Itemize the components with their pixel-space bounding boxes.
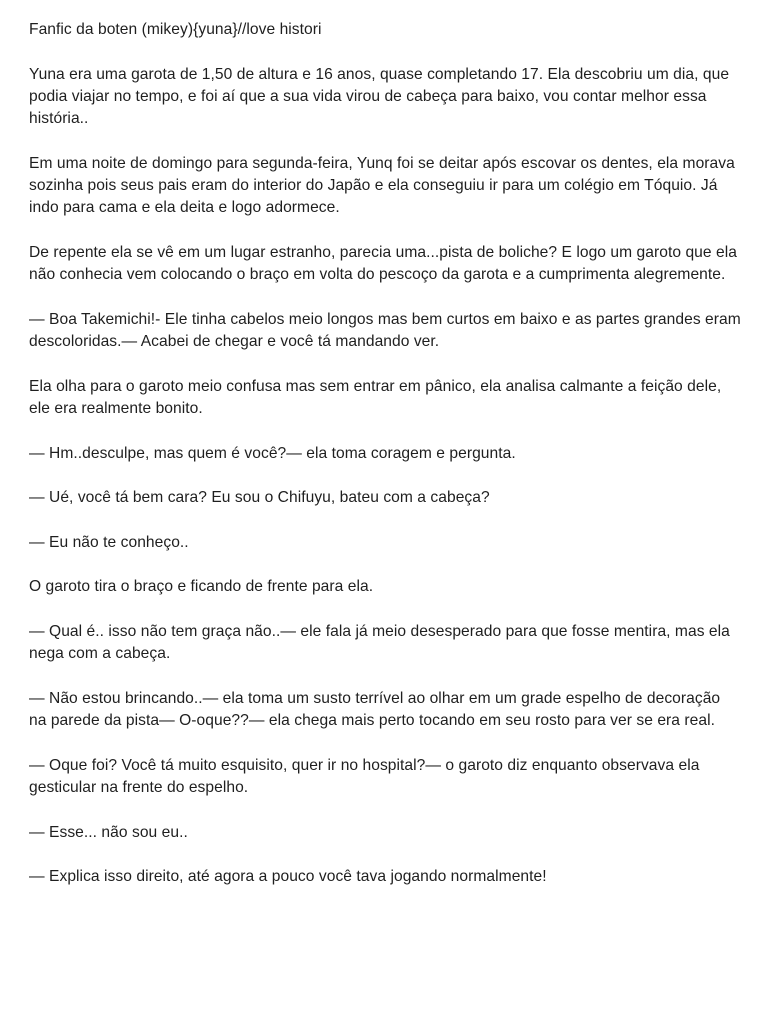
note-paragraph: — Esse... não sou eu.. [29,823,188,841]
note-paragraph: — Explica isso direito, até agora a pouco você tava jogando normalmente! [29,868,547,886]
note-paragraph: — Eu não te conheço.. [29,533,189,551]
note-paragraph: — Qual é.. isso não tem graça não..— ele fala já meio desesperado para que fosse mentira, mas ela nega com a cabeça. [29,623,730,663]
note-paragraph: — Boa Takemichi!- Ele tinha cabelos meio longos mas bem curtos em baixo e as partes grandes eram descoloridas.— Acabei de chegar e você tá mandando ver. [29,310,741,351]
note-paragraph: Em uma noite de domingo para segunda-feira, Yunq foi se deitar após escovar os dentes, ela morava sozinha pois seus pais eram do interior do Japão e ela conseguiu ir para um colégio em Tóquio. Já indo para cama e ela deita e logo adormece. [29,154,735,217]
note-body[interactable] [29,19,741,911]
note-paragraph: — Oque foi? Você tá muito esquisito, quer ir no hospital?— o garoto diz enquanto observava ela gesticular na frente do espelho. [29,756,700,797]
note-paragraph: O garoto tira o braço e ficando de frente para ela. [29,578,374,596]
note-title-line: Fanfic da boten (mikey){yuna}//love histori [29,21,322,38]
note-paragraph: Ela olha para o garoto meio confusa mas sem entrar em pânico, ela analisa calmante a feição dele, ele era realmente bonito. [29,377,722,418]
note-paragraph: Yuna era uma garota de 1,50 de altura e 16 anos, quase completando 17. Ela descobriu um dia, que podia viajar no tempo, e foi aí que a sua vida virou de cabeça para baixo, vou contar melhor essa história.. [29,65,730,128]
note-paragraph: De repente ela se vê em um lugar estranho, parecia uma...pista de boliche? E logo um garoto que ela não conhecia vem colocando o braço em volta do pescoço da garota e a cumprimenta alegremente. [29,243,737,284]
note-paragraph: — Hm..desculpe, mas quem é você?— ela toma coragem e pergunta. [29,444,516,462]
note-paragraph: — Ué, você tá bem cara? Eu sou o Chifuyu, bateu com a cabeça? [29,489,490,507]
note-paragraph: — Não estou brincando..— ela toma um susto terrível ao olhar em um grade espelho de decoração na parede da pista— O-oque??— ela chega mais perto tocando em seu rosto para ver se era real. [29,689,721,730]
